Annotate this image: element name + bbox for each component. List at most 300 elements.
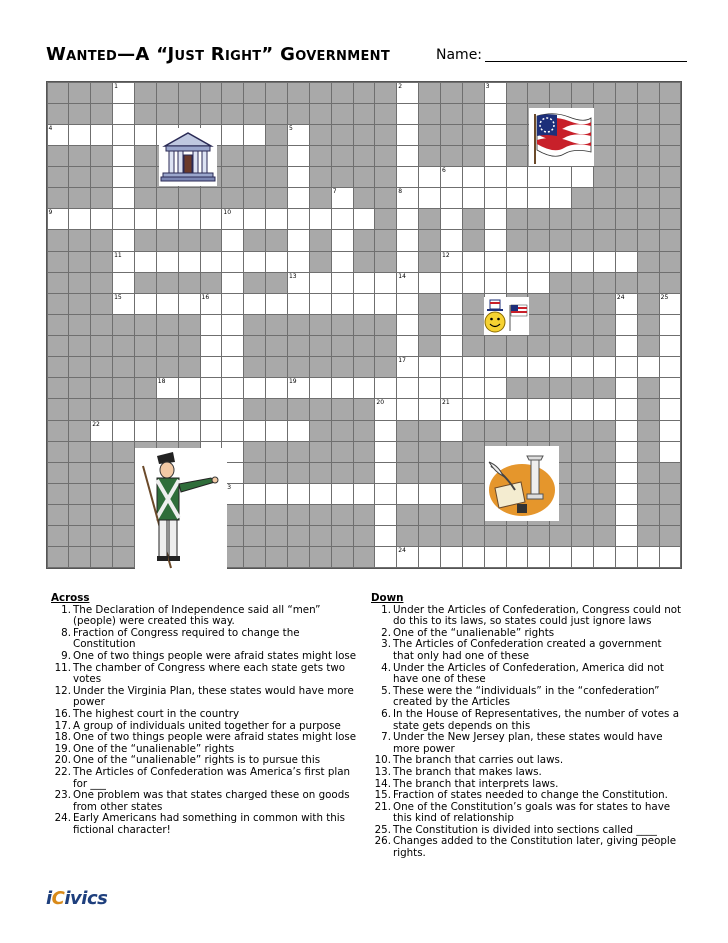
grid-cell[interactable] [396, 124, 419, 146]
grid-cell [68, 546, 91, 568]
grid-cell [396, 525, 419, 547]
grid-cell[interactable] [484, 272, 507, 294]
grid-cell [90, 251, 113, 273]
grid-cell[interactable] [418, 398, 441, 420]
grid-cell[interactable] [331, 483, 354, 505]
name-field[interactable] [485, 61, 687, 62]
grid-cell [462, 335, 485, 357]
grid-cell[interactable] [440, 398, 463, 420]
grid-cell[interactable] [134, 124, 157, 146]
grid-cell [68, 145, 91, 167]
grid-cell [47, 293, 70, 315]
grid-cell[interactable] [396, 103, 419, 125]
grid-cell[interactable] [418, 187, 441, 209]
grid-cell[interactable] [571, 356, 594, 378]
grid-cell[interactable] [440, 229, 463, 251]
grid-cell[interactable] [396, 82, 419, 104]
grid-cell[interactable] [221, 356, 244, 378]
constitution-quill-scroll-icon [485, 446, 559, 521]
grid-cell[interactable] [374, 441, 397, 463]
grid-cell[interactable] [418, 166, 441, 188]
grid-cell[interactable] [265, 208, 288, 230]
grid-cell[interactable] [418, 272, 441, 294]
grid-cell[interactable] [571, 251, 594, 273]
grid-cell[interactable] [221, 377, 244, 399]
grid-cell[interactable] [418, 546, 441, 568]
grid-cell[interactable] [112, 272, 135, 294]
grid-cell[interactable] [374, 272, 397, 294]
grid-cell[interactable] [593, 546, 616, 568]
grid-cell[interactable] [396, 229, 419, 251]
down-clue [371, 663, 683, 686]
grid-cell [637, 187, 660, 209]
grid-cell[interactable] [156, 208, 179, 230]
grid-cell [243, 166, 266, 188]
grid-cell[interactable] [243, 124, 266, 146]
grid-cell[interactable] [571, 398, 594, 420]
grid-cell[interactable] [156, 377, 179, 399]
grid-cell [593, 293, 616, 315]
grid-cell[interactable] [593, 251, 616, 273]
grid-cell[interactable] [440, 272, 463, 294]
grid-cell[interactable] [484, 546, 507, 568]
grid-cell[interactable] [396, 145, 419, 167]
grid-cell[interactable] [615, 504, 638, 526]
grid-cell [243, 229, 266, 251]
grid-cell[interactable] [659, 335, 682, 357]
grid-cell[interactable] [331, 293, 354, 315]
grid-cell[interactable] [549, 251, 572, 273]
grid-cell [68, 272, 91, 294]
grid-cell[interactable] [243, 208, 266, 230]
grid-cell[interactable] [374, 462, 397, 484]
grid-cell[interactable] [418, 483, 441, 505]
grid-cell[interactable] [484, 82, 507, 104]
grid-cell[interactable] [112, 229, 135, 251]
grid-cell[interactable] [549, 546, 572, 568]
grid-cell [265, 103, 288, 125]
clue-number: 4 [48, 124, 53, 132]
grid-cell[interactable] [47, 208, 70, 230]
grid-cell[interactable] [527, 398, 550, 420]
grid-cell[interactable] [440, 314, 463, 336]
grid-cell[interactable] [200, 356, 223, 378]
grid-cell[interactable] [221, 335, 244, 357]
grid-cell[interactable] [615, 441, 638, 463]
grid-cell [112, 356, 135, 378]
grid-cell [68, 483, 91, 505]
grid-cell[interactable] [178, 293, 201, 315]
grid-cell[interactable] [331, 377, 354, 399]
grid-cell[interactable] [178, 420, 201, 442]
grid-cell[interactable] [637, 546, 660, 568]
grid-cell[interactable] [440, 377, 463, 399]
across-clue [51, 605, 361, 628]
grid-cell[interactable] [506, 356, 529, 378]
grid-cell [47, 377, 70, 399]
grid-cell[interactable] [571, 166, 594, 188]
grid-cell[interactable] [156, 251, 179, 273]
grid-cell[interactable] [287, 208, 310, 230]
grid-cell[interactable] [287, 251, 310, 273]
grid-cell[interactable] [396, 335, 419, 357]
grid-cell[interactable] [309, 483, 332, 505]
grid-cell[interactable] [200, 377, 223, 399]
clue-number: 21 [442, 399, 450, 407]
grid-cell[interactable] [440, 187, 463, 209]
grid-cell[interactable] [265, 377, 288, 399]
grid-cell [90, 166, 113, 188]
grid-cell [47, 504, 70, 526]
across-clue [51, 790, 361, 813]
grid-cell[interactable] [615, 462, 638, 484]
grid-cell[interactable] [287, 166, 310, 188]
grid-cell[interactable] [549, 356, 572, 378]
grid-cell [440, 82, 463, 104]
grid-cell[interactable] [47, 124, 70, 146]
grid-cell[interactable] [440, 166, 463, 188]
grid-cell[interactable] [527, 272, 550, 294]
grid-cell [331, 420, 354, 442]
grid-cell [331, 103, 354, 125]
grid-cell[interactable] [287, 483, 310, 505]
grid-cell [178, 103, 201, 125]
grid-cell[interactable] [112, 293, 135, 315]
grid-cell [68, 377, 91, 399]
grid-cell[interactable] [484, 229, 507, 251]
grid-cell [353, 103, 376, 125]
grid-cell[interactable] [527, 166, 550, 188]
grid-cell[interactable] [178, 251, 201, 273]
grid-cell[interactable] [659, 377, 682, 399]
grid-cell[interactable] [353, 293, 376, 315]
grid-cell[interactable] [506, 398, 529, 420]
grid-cell[interactable] [527, 356, 550, 378]
grid-cell[interactable] [440, 483, 463, 505]
clue-number: 12. [54, 684, 71, 697]
grid-cell [659, 208, 682, 230]
grid-cell[interactable] [440, 208, 463, 230]
grid-cell[interactable] [221, 272, 244, 294]
grid-cell[interactable] [265, 483, 288, 505]
grid-cell[interactable] [243, 377, 266, 399]
grid-cell[interactable] [462, 251, 485, 273]
grid-cell[interactable] [615, 314, 638, 336]
grid-cell [659, 229, 682, 251]
grid-cell[interactable] [287, 272, 310, 294]
grid-cell[interactable] [615, 398, 638, 420]
grid-cell [506, 145, 529, 167]
grid-cell [47, 420, 70, 442]
grid-cell[interactable] [659, 356, 682, 378]
grid-cell[interactable] [506, 546, 529, 568]
grid-cell[interactable] [68, 208, 91, 230]
grid-cell[interactable] [331, 272, 354, 294]
grid-cell [593, 314, 616, 336]
grid-cell[interactable] [440, 251, 463, 273]
grid-cell [418, 124, 441, 146]
grid-cell[interactable] [484, 103, 507, 125]
grid-cell[interactable] [440, 356, 463, 378]
grid-cell[interactable] [462, 166, 485, 188]
grid-cell[interactable] [221, 293, 244, 315]
grid-cell[interactable] [353, 272, 376, 294]
grid-cell[interactable] [112, 103, 135, 125]
grid-cell[interactable] [287, 229, 310, 251]
grid-cell[interactable] [353, 377, 376, 399]
grid-cell[interactable] [287, 145, 310, 167]
grid-cell[interactable] [112, 145, 135, 167]
grid-cell[interactable] [200, 208, 223, 230]
grid-cell[interactable] [112, 208, 135, 230]
grid-cell [418, 504, 441, 526]
grid-cell[interactable] [506, 166, 529, 188]
grid-cell[interactable] [200, 398, 223, 420]
grid-cell[interactable] [396, 293, 419, 315]
grid-cell[interactable] [331, 208, 354, 230]
grid-cell[interactable] [243, 293, 266, 315]
grid-cell[interactable] [134, 251, 157, 273]
grid-cell[interactable] [374, 483, 397, 505]
grid-cell [527, 208, 550, 230]
grid-cell[interactable] [221, 398, 244, 420]
grid-cell[interactable] [200, 314, 223, 336]
grid-cell[interactable] [440, 546, 463, 568]
grid-cell[interactable] [68, 124, 91, 146]
grid-cell[interactable] [396, 251, 419, 273]
grid-cell[interactable] [331, 229, 354, 251]
grid-cell [659, 462, 682, 484]
grid-cell[interactable] [396, 398, 419, 420]
grid-cell[interactable] [506, 251, 529, 273]
grid-cell[interactable] [156, 420, 179, 442]
grid-cell [200, 82, 223, 104]
grid-cell[interactable] [396, 314, 419, 336]
clue-number: 2. [381, 626, 391, 639]
grid-cell[interactable] [156, 293, 179, 315]
grid-cell[interactable] [506, 272, 529, 294]
grid-cell [637, 251, 660, 273]
grid-cell[interactable] [200, 293, 223, 315]
grid-cell [462, 229, 485, 251]
grid-cell[interactable] [221, 124, 244, 146]
grid-cell[interactable] [374, 420, 397, 442]
grid-cell[interactable] [112, 82, 135, 104]
grid-cell[interactable] [287, 124, 310, 146]
grid-cell[interactable] [659, 420, 682, 442]
clue-text: The Articles of Confederation was America’s first plan for ___ [73, 765, 351, 790]
grid-cell[interactable] [396, 166, 419, 188]
grid-cell[interactable] [178, 377, 201, 399]
grid-cell[interactable] [484, 398, 507, 420]
grid-cell [90, 356, 113, 378]
grid-cell[interactable] [90, 124, 113, 146]
grid-cell[interactable] [484, 145, 507, 167]
grid-cell[interactable] [374, 546, 397, 568]
grid-cell[interactable] [659, 314, 682, 336]
grid-cell[interactable] [265, 420, 288, 442]
clue-text: One of the “unalienable” rights [73, 742, 235, 755]
grid-cell[interactable] [374, 504, 397, 526]
grid-cell[interactable] [549, 187, 572, 209]
grid-cell [527, 293, 550, 315]
grid-cell [593, 103, 616, 125]
grid-cell[interactable] [549, 166, 572, 188]
grid-cell[interactable] [462, 377, 485, 399]
grid-cell[interactable] [287, 293, 310, 315]
grid-cell[interactable] [484, 208, 507, 230]
grid-cell[interactable] [440, 420, 463, 442]
grid-cell[interactable] [200, 251, 223, 273]
clue-text: The branch that carries out laws. [393, 754, 564, 767]
grid-cell[interactable] [615, 335, 638, 357]
grid-cell[interactable] [527, 546, 550, 568]
grid-cell[interactable] [287, 187, 310, 209]
grid-cell[interactable] [593, 356, 616, 378]
grid-cell[interactable] [484, 251, 507, 273]
grid-cell[interactable] [265, 251, 288, 273]
grid-cell [90, 145, 113, 167]
grid-cell[interactable] [374, 525, 397, 547]
grid-cell[interactable] [462, 187, 485, 209]
grid-cell[interactable] [331, 251, 354, 273]
grid-cell [418, 208, 441, 230]
grid-cell[interactable] [374, 398, 397, 420]
grid-cell[interactable] [112, 420, 135, 442]
grid-cell[interactable] [200, 335, 223, 357]
grid-cell[interactable] [221, 251, 244, 273]
grid-cell [637, 208, 660, 230]
grid-cell[interactable] [309, 377, 332, 399]
grid-cell [265, 504, 288, 526]
grid-cell[interactable] [353, 483, 376, 505]
grid-cell[interactable] [112, 251, 135, 273]
grid-cell[interactable] [462, 356, 485, 378]
grid-cell[interactable] [287, 420, 310, 442]
grid-cell[interactable] [309, 272, 332, 294]
grid-cell[interactable] [396, 356, 419, 378]
grid-cell[interactable] [112, 166, 135, 188]
grid-cell[interactable] [571, 546, 594, 568]
grid-cell[interactable] [243, 251, 266, 273]
clue-text: Early Americans had something in common with this fictional character! [73, 812, 346, 836]
grid-cell[interactable] [396, 377, 419, 399]
grid-cell [243, 82, 266, 104]
grid-cell[interactable] [396, 187, 419, 209]
grid-cell[interactable] [353, 208, 376, 230]
grid-cell[interactable] [484, 166, 507, 188]
grid-cell[interactable] [615, 483, 638, 505]
down-clue [371, 836, 683, 859]
grid-cell [265, 462, 288, 484]
grid-cell[interactable] [418, 377, 441, 399]
grid-cell[interactable] [484, 187, 507, 209]
grid-cell[interactable] [615, 525, 638, 547]
grid-cell[interactable] [506, 187, 529, 209]
grid-cell[interactable] [331, 187, 354, 209]
grid-cell[interactable] [418, 356, 441, 378]
grid-cell[interactable] [374, 377, 397, 399]
grid-cell[interactable] [287, 377, 310, 399]
grid-cell[interactable] [396, 208, 419, 230]
grid-cell[interactable] [396, 483, 419, 505]
grid-cell[interactable] [462, 272, 485, 294]
grid-cell [134, 356, 157, 378]
grid-cell[interactable] [243, 483, 266, 505]
grid-cell[interactable] [440, 293, 463, 315]
grid-cell[interactable] [134, 420, 157, 442]
grid-cell[interactable] [615, 546, 638, 568]
american-flag-icon [529, 108, 594, 166]
clue-number: 14 [398, 272, 406, 280]
grid-cell[interactable] [309, 293, 332, 315]
grid-cell[interactable] [593, 398, 616, 420]
grid-cell[interactable] [243, 420, 266, 442]
grid-cell [462, 441, 485, 463]
grid-cell[interactable] [615, 251, 638, 273]
grid-cell[interactable] [221, 314, 244, 336]
grid-cell[interactable] [462, 546, 485, 568]
grid-cell[interactable] [615, 293, 638, 315]
grid-cell[interactable] [134, 208, 157, 230]
grid-cell [47, 314, 70, 336]
grid-cell[interactable] [200, 420, 223, 442]
grid-cell[interactable] [484, 356, 507, 378]
grid-cell[interactable] [374, 293, 397, 315]
clue-text: These were the “individuals” in the “confederation” created by the Articles [393, 684, 660, 709]
grid-cell[interactable] [221, 420, 244, 442]
grid-cell[interactable] [112, 187, 135, 209]
grid-cell[interactable] [90, 208, 113, 230]
grid-cell[interactable] [659, 293, 682, 315]
grid-cell[interactable] [615, 420, 638, 442]
grid-cell [549, 208, 572, 230]
grid-cell[interactable] [484, 377, 507, 399]
clue-number: 8. [61, 626, 71, 639]
grid-cell[interactable] [615, 356, 638, 378]
grid-cell [221, 145, 244, 167]
grid-cell [68, 82, 91, 104]
grid-cell[interactable] [549, 398, 572, 420]
grid-cell[interactable] [178, 208, 201, 230]
grid-cell[interactable] [396, 546, 419, 568]
grid-cell[interactable] [265, 293, 288, 315]
grid-cell[interactable] [637, 356, 660, 378]
grid-cell[interactable] [484, 124, 507, 146]
grid-cell[interactable] [462, 398, 485, 420]
grid-cell[interactable] [90, 420, 113, 442]
grid-cell[interactable] [659, 546, 682, 568]
grid-cell[interactable] [221, 229, 244, 251]
grid-cell[interactable] [309, 208, 332, 230]
grid-cell[interactable] [112, 124, 135, 146]
grid-cell [527, 82, 550, 104]
grid-cell[interactable] [396, 272, 419, 294]
grid-cell[interactable] [527, 187, 550, 209]
grid-cell[interactable] [615, 377, 638, 399]
grid-cell[interactable] [659, 441, 682, 463]
grid-cell[interactable] [221, 208, 244, 230]
grid-cell[interactable] [134, 293, 157, 315]
grid-cell [374, 103, 397, 125]
grid-cell[interactable] [527, 251, 550, 273]
grid-cell [637, 420, 660, 442]
grid-cell[interactable] [659, 398, 682, 420]
grid-cell [243, 462, 266, 484]
grid-cell [309, 356, 332, 378]
across-clue [51, 813, 361, 836]
grid-cell[interactable] [440, 335, 463, 357]
